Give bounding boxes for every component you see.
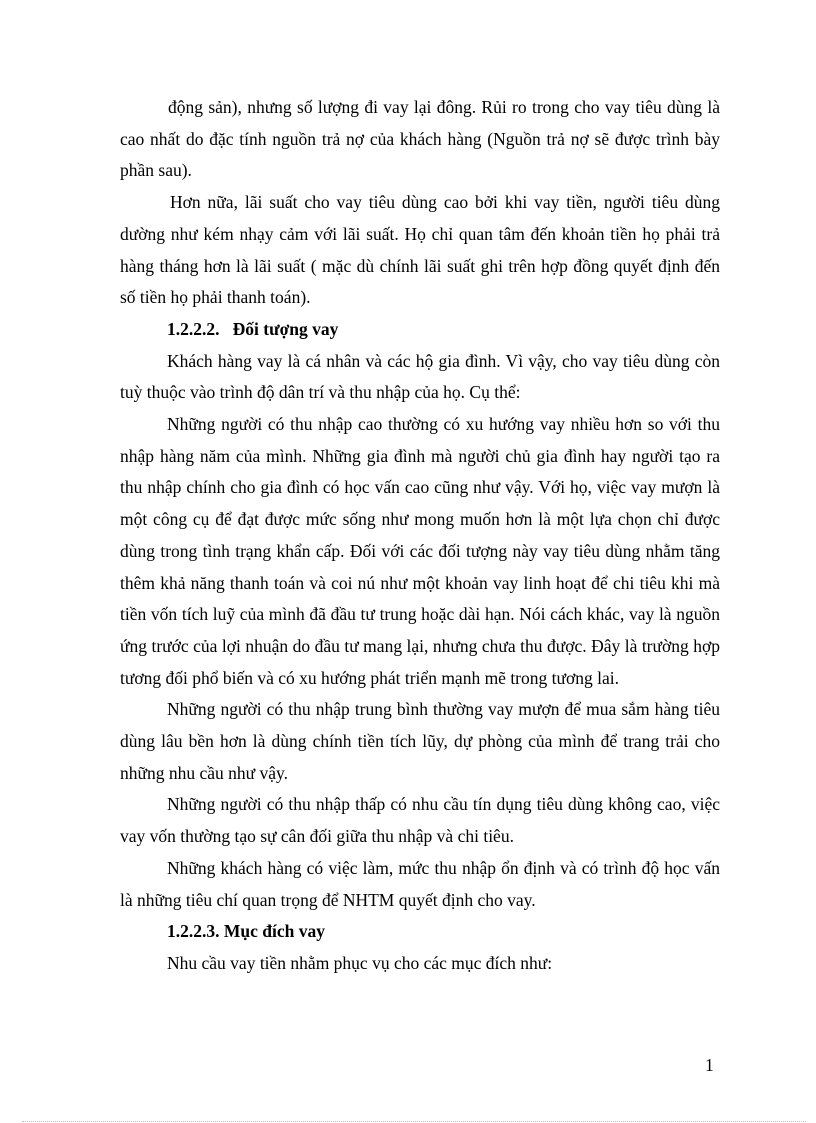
- paragraph-intro: động sản), nhưng số lượng đi vay lại đông. Rủi ro trong cho vay tiêu dùng là cao nhất do đặc tính nguồn trả nợ của khách hàng (Nguồn trả nợ sẽ được trình bày phần sau).: [120, 97, 720, 181]
- section-heading-loan-purpose: 1.2.2.3. Mục đích vay: [167, 921, 325, 942]
- page-content: [120, 92, 720, 980]
- paragraph-purpose-intro: Nhu cầu vay tiền nhằm phục vụ cho các mục đích như:: [167, 952, 553, 973]
- page-number: 1: [705, 1055, 714, 1075]
- paragraph-low-income: Những người có thu nhập thấp có nhu cầu tín dụng tiêu dùng không cao, việc vay vốn thường tạo sự cân đối giữa thu nhập và chi tiêu.: [120, 794, 720, 847]
- paragraph-interest-rate: Hơn nữa, lãi suất cho vay tiêu dùng cao bởi khi vay tiền, người tiêu dùng dường như kém nhạy cảm với lãi suất. Họ chỉ quan tâm đến khoản tiền họ phải trả hàng tháng hơn là lãi suất ( mặc dù chính lãi suất ghi trên hợp đồng quyết định đến số tiền họ phải thanh toán).: [120, 192, 720, 308]
- section-heading-loan-subjects: 1.2.2.2. Đối tượng vay: [167, 318, 339, 339]
- paragraph-middle-income: Những người có thu nhập trung bình thường vay mượn để mua sắm hàng tiêu dùng lâu bền hơn là dùng chính tiền tích lũy, dự phòng của mình để trang trải cho những nhu cầu như vậy.: [120, 699, 720, 783]
- paragraph-customers: Khách hàng vay là cá nhân và các hộ gia đình. Vì vậy, cho vay tiêu dùng còn tuỳ thuộc vào trình độ dân trí và thu nhập của họ. Cụ thể:: [120, 350, 720, 403]
- paragraph-high-income: Những người có thu nhập cao thường có xu hướng vay nhiều hơn so với thu nhập hàng năm của mình. Những gia đình mà người chủ gia đình hay người tạo ra thu nhập chính cho gia đình có học vấn cao cũng như vậy. Với họ, việc vay mượn là một công cụ để đạt được mức sống như mong muốn hơn là một lựa chọn chỉ được dùng trong tình trạng khẩn cấp. Đối với các đối tượng này vay tiêu dùng nhằm tăng thêm khả năng thanh toán và coi nú như một khoản vay linh hoạt để chi tiêu khi mà tiền vốn tích luỹ của mình đã đầu tư trung hoặc dài hạn. Nói cách khác, vay là nguồn ứng trước của lợi nhuận do đầu tư mang lại, nhưng chưa thu được. Đây là trường hợp tương đối phổ biến và có xu hướng phát triển mạnh mẽ trong tương lai.: [120, 414, 720, 688]
- paragraph-criteria: Những khách hàng có việc làm, mức thu nhập ổn định và có trình độ học vấn là những tiêu chí quan trọng để NHTM quyết định cho vay.: [120, 857, 720, 910]
- page-bottom-divider: [22, 1121, 806, 1122]
